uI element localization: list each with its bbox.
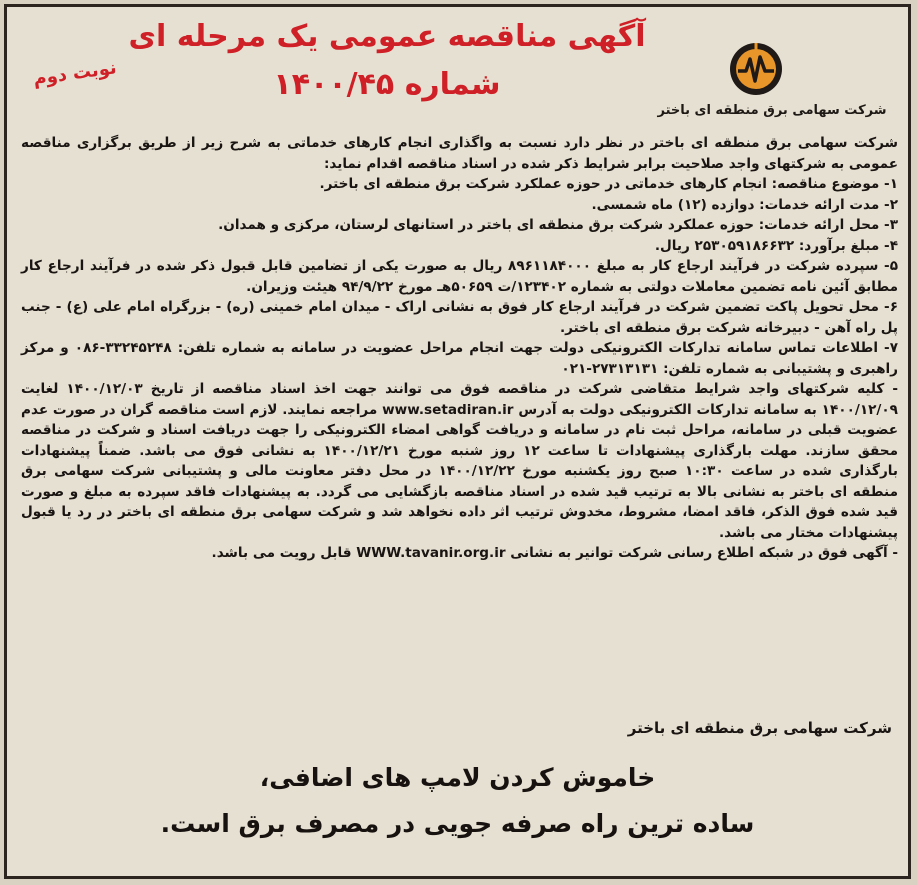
energy-saving-slogan xyxy=(7,755,908,847)
clause-duration: ۲- مدت ارائه خدمات: دوازده (۱۲) ماه شمسی. xyxy=(591,196,898,213)
ad-body xyxy=(21,133,898,564)
clause-location: ۳- محل ارائه خدمات: حوزه عملکرد شرکت برق منطقه ای باختر در استانهای لرستان، مرکزی و همدان. xyxy=(218,217,898,233)
ad-header xyxy=(7,7,908,129)
slogan-line-1: خاموش کردن لامپ های اضافی، xyxy=(259,763,656,792)
title-line-1: آگهی مناقصه عمومی یک مرحله ای xyxy=(128,19,646,54)
clause-estimate: ۴- مبلغ برآورد: ۲۵۳۰۵۹۱۸۶۶۳۲ ریال. xyxy=(654,237,898,254)
tavanir-notice: - آگهی فوق در شبکه اطلاع رسانی شرکت توانیر به نشانی WWW.tavanir.org.ir قابل رویت می باشد. xyxy=(211,545,898,561)
tender-advertisement xyxy=(4,4,911,879)
clause-contact: ۷- اطلاعات تماس سامانه تدارکات الکترونیکی دولت جهت انجام مراحل عضویت در سامانه به شماره تلفن: ۳۳۲۴۵۲۴۸-۰۸۶ و مرکز راهبری و پشتیبانی به شماره تلفن: ۲۷۳۱۳۱۳۱-۰۲۱ xyxy=(21,340,898,377)
tender-number: شماره ۱۴۰۰/۴۵ xyxy=(273,67,501,102)
company-name: شرکت سهامی برق منطقه ای باختر xyxy=(657,103,887,118)
clause-delivery-address: ۶- محل تحویل پاکت تضمین شرکت در فرآیند ارجاع کار فوق به نشانی اراک - میدان امام خمینی (ره) - بزرگراه امام علی (ع) - جنب پل راه آهن - دبیرخانه شرکت برق منطقه ای باختر. xyxy=(21,299,898,336)
publication-round-stamp: نوبت دوم xyxy=(31,57,118,90)
intro-paragraph: شرکت سهامی برق منطقه ای باختر در نظر دارد نسبت به واگذاری انجام کارهای خدماتی به شرح زیر از طریق برگزاری مناقصه عمومی به شرکتهای واجد صلاحیت برابر شرایط ذکر شده در اسناد مناقصه اقدام نماید: xyxy=(21,135,898,172)
clause-subject: ۱- موضوع مناقصه: انجام کارهای خدماتی در حوزه عملکرد شرکت برق منطقه ای باختر. xyxy=(319,176,898,192)
ad-title xyxy=(97,15,677,107)
slogan-line-2: ساده ترین راه صرفه جویی در مصرف برق است. xyxy=(160,809,755,838)
power-company-logo-icon xyxy=(728,41,784,97)
signature-company: شرکت سهامی برق منطقه ای باختر xyxy=(627,719,892,737)
general-conditions: - کلیه شرکتهای واجد شرایط متقاضی شرکت در مناقصه فوق می توانند جهت اخذ اسناد مناقصه از تاریخ ۱۴۰۰/۱۲/۰۳ لغایت ۱۴۰۰/۱۲/۰۹ به سامانه تدارکات الکترونیکی دولت به آدرس www.setadiran.ir مراجعه نمایند. لازم است مناقصه گران در صورت عدم عضویت قبلی در سامانه، مراحل ثبت نام در سامانه و دریافت گواهی امضاء الکترونیکی را جهت دریافت اسناد و شرکت در مناقصه محقق سازند. مهلت بارگذاری پیشنهادات تا ساعت ۱۲ روز شنبه مورخ ۱۴۰۰/۱۲/۲۱ به نشانی فوق می باشد. ضمناً پیشنهادات بارگذاری شده در ساعت ۱۰:۳۰ صبح روز یکشنبه مورخ ۱۴۰۰/۱۲/۲۲ در محل دفتر معاونت مالی و پشتیبانی شرکت سهامی برق منطقه ای باختر به نشانی بالا به ترتیب قید شده در اسناد مناقصه بازگشایی می گردد. به پیشنهادات فاقد سپرده به مبلغ و صورت قید شده فوق الذکر، فاقد امضا، مشروط، مخدوش ترتیب اثر داده نخواهد شد و شرکت سهامی برق منطقه ای باختر در رد یا قبول پیشنهادات مختار می باشد. xyxy=(21,381,899,541)
clause-deposit: ۵- سپرده شرکت در فرآیند ارجاع کار به مبلغ ۸۹۶۱۱۸۴۰۰۰ ریال به صورت یکی از تضامین قابل قبول ذکر شده در فرآیند ارجاع کار مطابق آئین نامه تضمین معاملات دولتی به شماره ۱۲۳۴۰۲/ت ۵۰۶۵۹هـ مورخ ۹۴/۹/۲۲ هیئت وزیران. xyxy=(21,258,898,295)
